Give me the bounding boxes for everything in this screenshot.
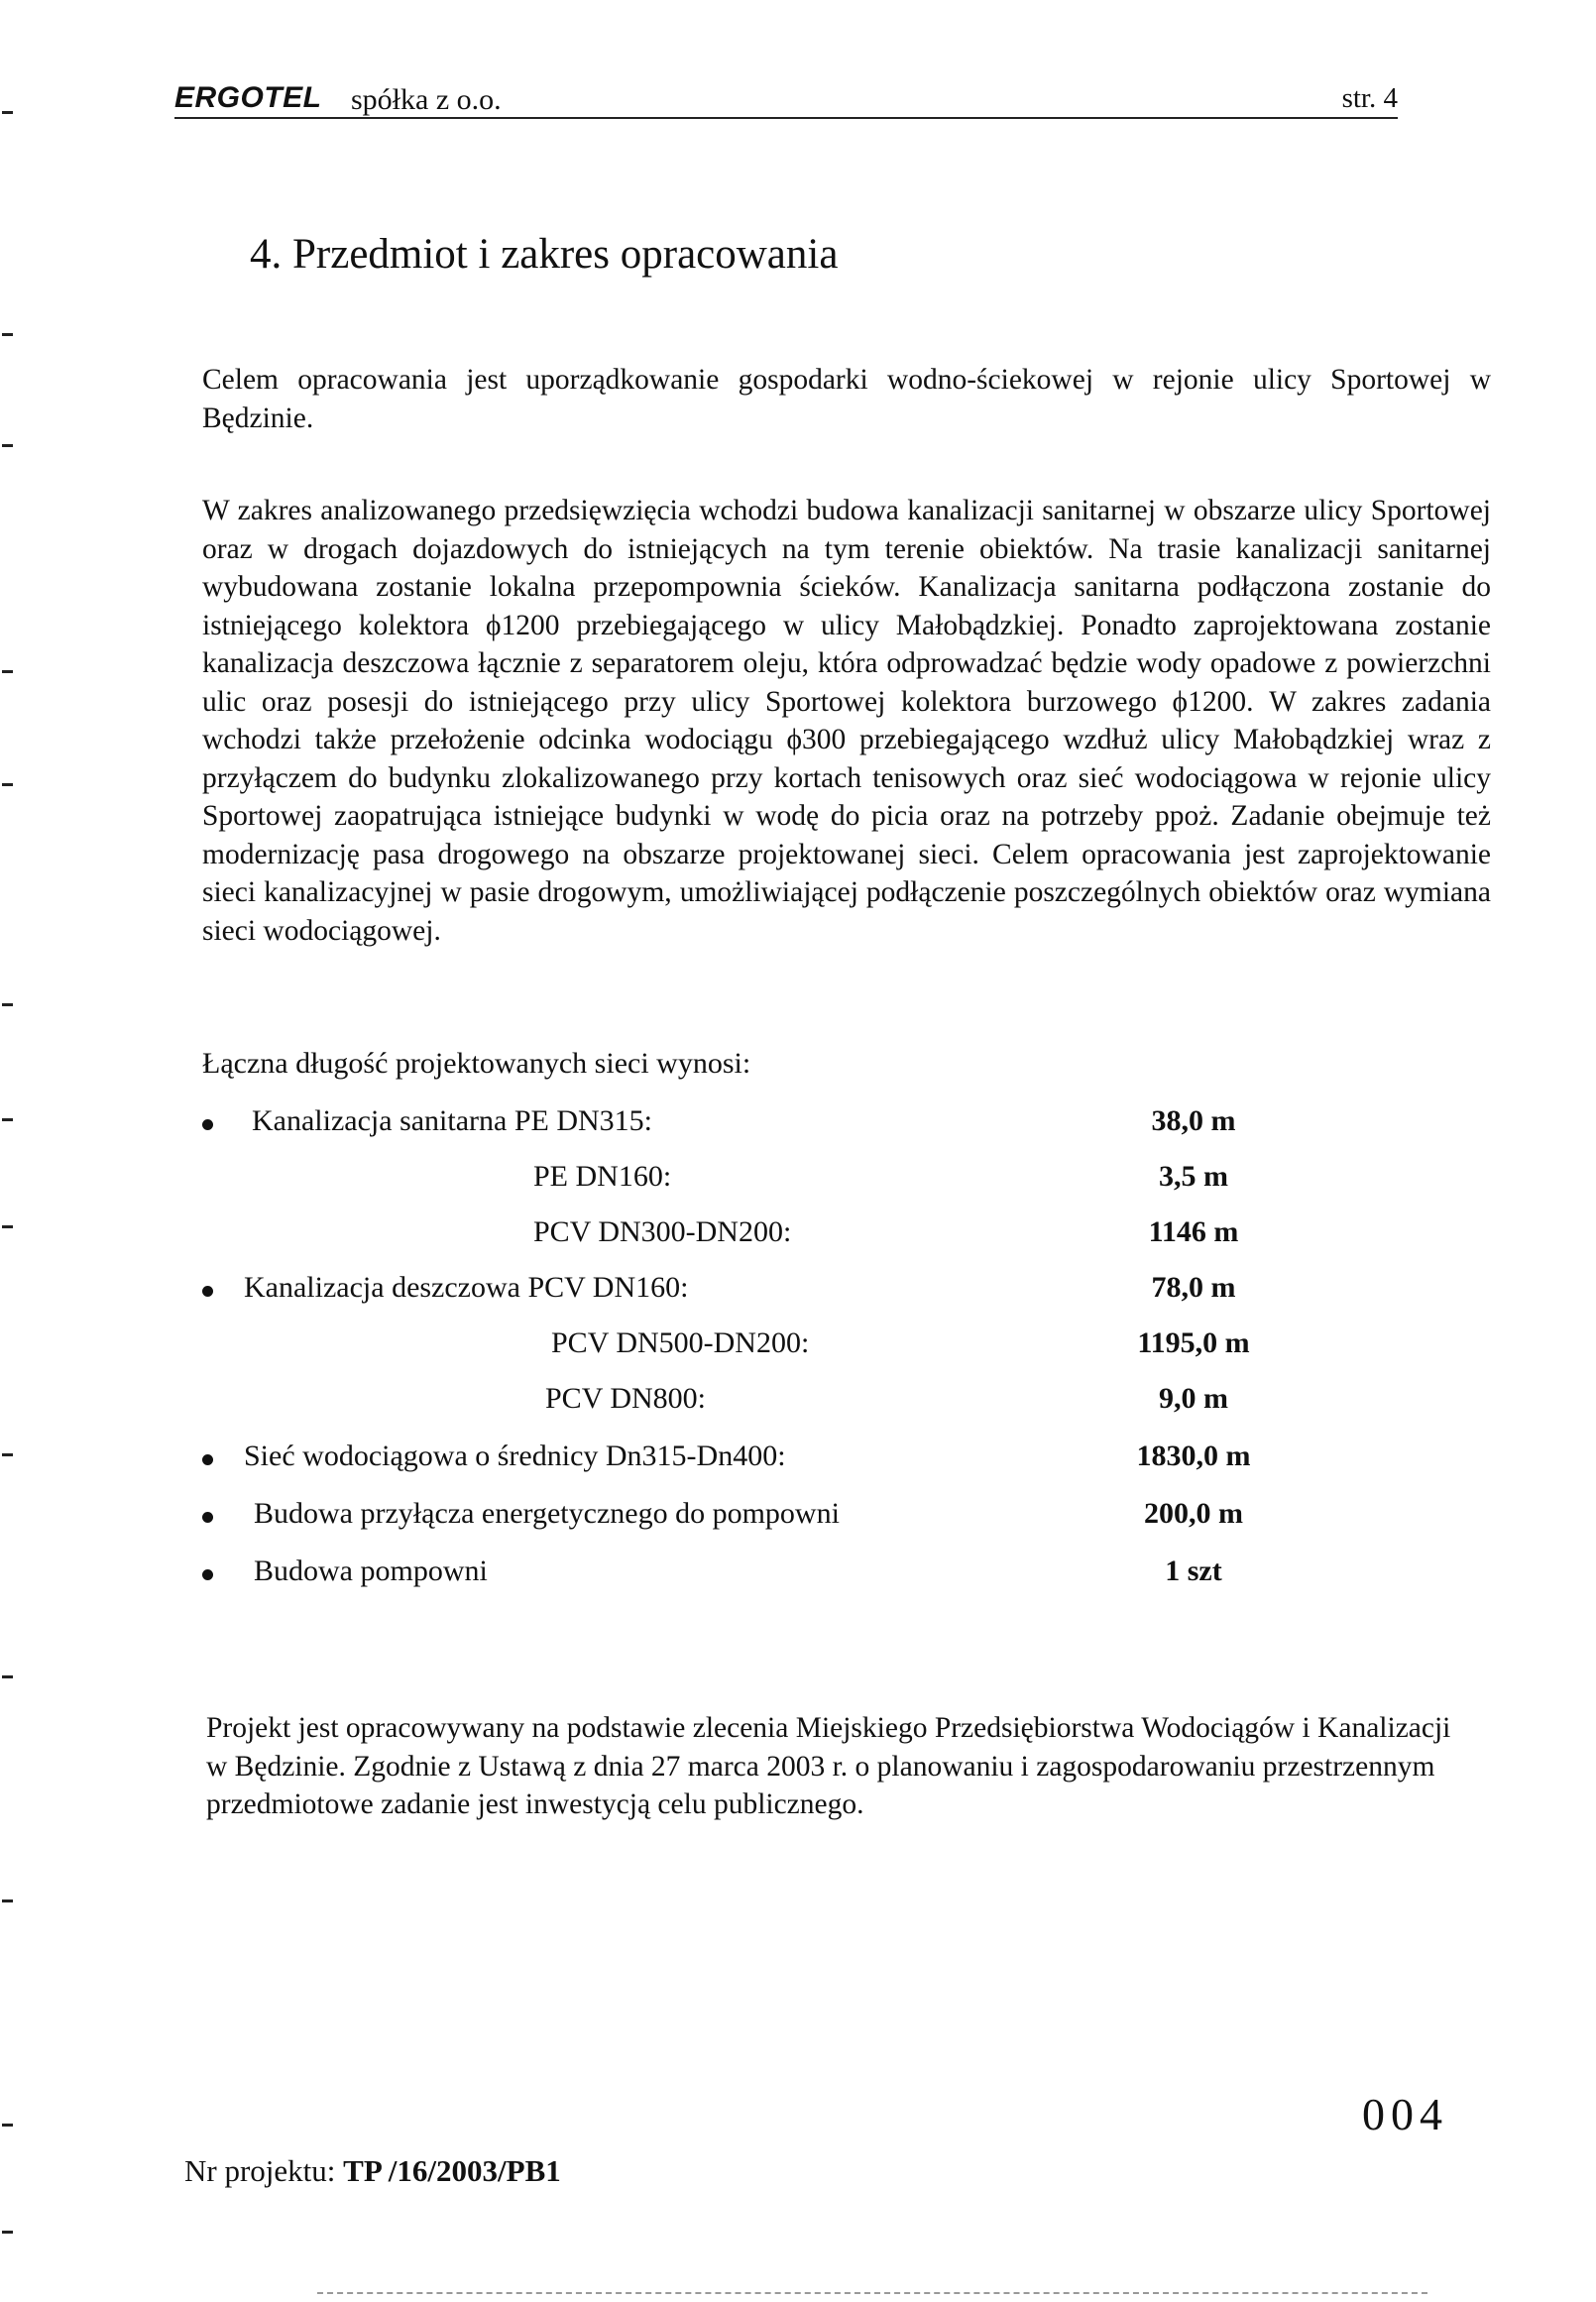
bullet-icon [202, 1286, 213, 1297]
scan-edge-mark [2, 1003, 13, 1006]
company-brand: ERGOTEL [174, 81, 322, 114]
scan-edge-mark [2, 670, 13, 673]
totals-row [0, 1554, 1596, 1600]
project-number-label: Nr projektu: [184, 2153, 336, 2188]
intro-paragraph: Celem opracowania jest uporządkowanie gospodarki wodno-ściekowej w rejonie ulicy Sportowej w Będzinie. [202, 364, 1491, 434]
scan-bottom-edge [317, 2292, 1427, 2294]
bullet-icon [202, 1569, 213, 1580]
scan-edge-mark [2, 2124, 13, 2127]
page-number: str. 4 [1341, 82, 1398, 114]
totals-row [0, 1104, 1596, 1150]
bullet-icon [202, 1454, 213, 1465]
totals-row-value: 1195,0 m [1137, 1326, 1250, 1359]
totals-row-label: PE DN160: [533, 1160, 672, 1193]
totals-row-label: Budowa pompowni [254, 1554, 488, 1587]
scan-edge-mark [2, 1675, 13, 1678]
totals-row-label: Budowa przyłącza energetycznego do pompowni [254, 1497, 840, 1530]
scan-edge-mark [2, 444, 13, 447]
totals-row-label: PCV DN500-DN200: [551, 1326, 810, 1359]
totals-row-label: Sieć wodociągowa o średnicy Dn315-Dn400: [244, 1439, 786, 1472]
scan-edge-mark [2, 333, 13, 336]
closing-paragraph: Projekt jest opracowywany na podstawie zlecenia Miejskiego Przedsiębiorstwa Wodociągów i Kanalizacji w Będzinie. Zgodnie z Ustawą z dnia 27 marca 2003 r. o planowaniu i zagospodarowaniu przestrzennym przedmiotowe zadanie jest inwestycją celu publicznego. [206, 1712, 1451, 1820]
totals-row-label: Kanalizacja deszczowa PCV DN160: [244, 1271, 689, 1304]
scope-paragraph: W zakres analizowanego przedsięwzięcia wchodzi budowa kanalizacji sanitarnej w obszarze ulicy Sportowej oraz w drogach dojazdowych do istniejących na tym terenie obiektów. Na trasie kanalizacji sanitarnej wybudowana zostanie lokalna przepompownia ścieków. Kanalizacja sanitarna podłączona zostanie do istniejącego kolektora ϕ1200 przebiegającego w ulicy Małobądzkiej. Ponadto zaprojektowana zostanie kanalizacja deszczowa łącznie z separatorem oleju, która odprowadzać będzie wody opadowe z powierzchni ulic oraz posesji do istniejącego przy ulicy Sportowej kolektora burzowego ϕ1200. W zakres zadania wchodzi także przełożenie odcinka wodociągu ϕ300 przebiegającego wzdłuż ulicy Małobądzkiej wraz z przyłączem do budynku zlokalizowanego przy kortach tenisowych oraz sieć wodociągowa w rejonie ulicy Sportowej zaopatrująca istniejące budynki w wodę do picia oraz na potrzeby ppoż. Zadanie obejmuje też modernizację pasa drogowego na obszarze projektowanej sieci. Celem opracowania jest zaprojektowanie sieci kanalizacyjnej w pasie drogowym, umożliwiającej podłączenie poszczególnych obiektów oraz wymiana sieci wodociągowej. [202, 495, 1491, 947]
totals-row-value: 38,0 m [1151, 1104, 1236, 1137]
totals-row [0, 1326, 1596, 1372]
totals-row-label: PCV DN300-DN200: [533, 1215, 792, 1248]
totals-row-value: 200,0 m [1144, 1497, 1243, 1530]
totals-row [0, 1439, 1596, 1485]
scan-edge-mark [2, 1899, 13, 1902]
scan-edge-mark [2, 2231, 13, 2234]
bullet-icon [202, 1119, 213, 1130]
page-header [174, 77, 1398, 119]
totals-row [0, 1215, 1596, 1261]
page-counter: 004 [1362, 2089, 1448, 2139]
totals-row-value: 3,5 m [1159, 1160, 1228, 1193]
totals-row-value: 1146 m [1148, 1215, 1239, 1248]
totals-row-value: 1 szt [1165, 1554, 1222, 1587]
totals-heading: Łączna długość projektowanych sieci wynosi: [202, 1047, 751, 1080]
bullet-icon [202, 1512, 213, 1523]
totals-row-label: PCV DN800: [545, 1382, 706, 1415]
totals-row [0, 1271, 1596, 1317]
company-type: spółka z o.o. [351, 83, 502, 116]
section-title: 4. Przedmiot i zakres opracowania [250, 231, 839, 278]
project-number-value: TP /16/2003/PB1 [343, 2153, 561, 2188]
totals-row-value: 9,0 m [1159, 1382, 1228, 1415]
totals-row [0, 1160, 1596, 1206]
totals-row-value: 1830,0 m [1136, 1439, 1251, 1472]
totals-row-value: 78,0 m [1151, 1271, 1236, 1304]
totals-row [0, 1497, 1596, 1543]
page-footer [184, 2153, 561, 2189]
totals-row [0, 1382, 1596, 1428]
scan-edge-mark [2, 111, 13, 114]
totals-row-label: Kanalizacja sanitarna PE DN315: [252, 1104, 653, 1137]
scan-edge-mark [2, 783, 13, 786]
